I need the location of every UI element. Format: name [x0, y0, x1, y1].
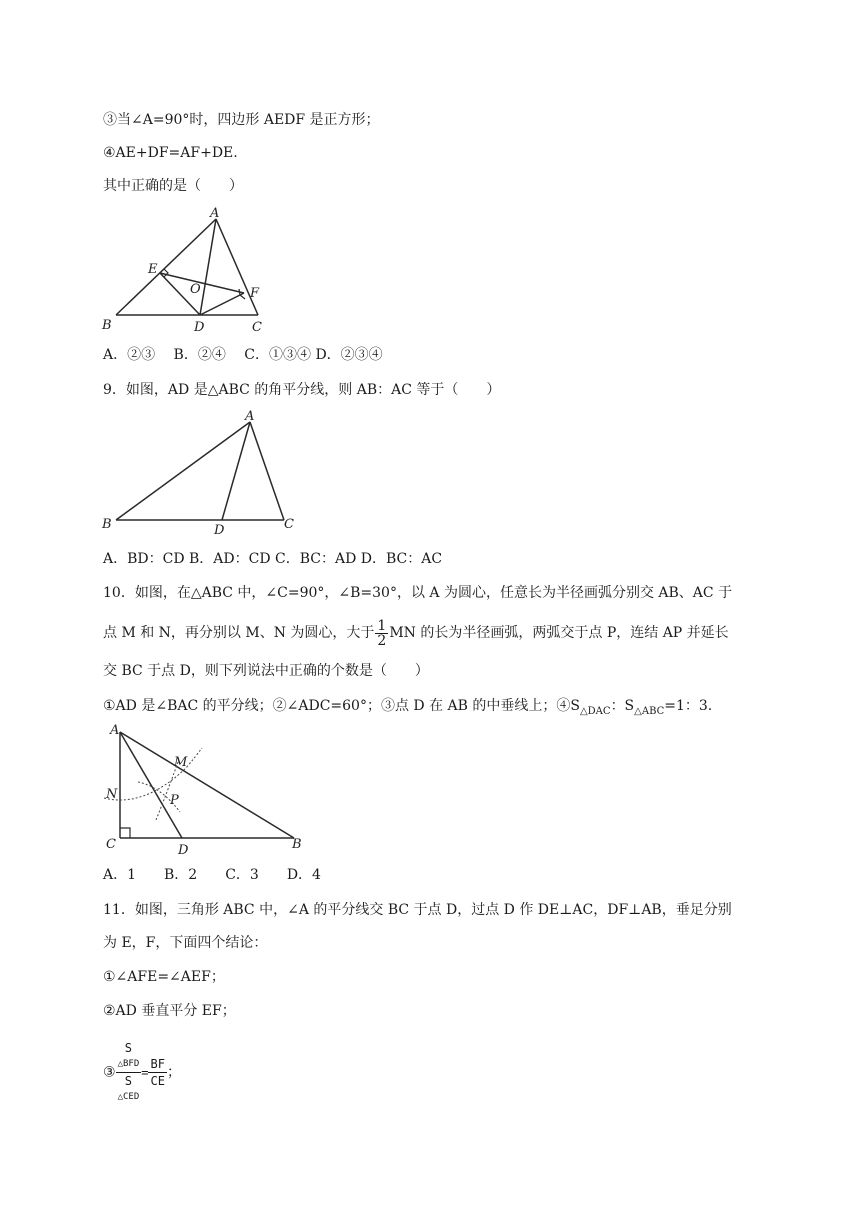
q9-text: 9．如图，AD 是△ABC 的角平分线，则 AB：AC 等于（ ） — [103, 382, 501, 398]
q11-statement-3 — [103, 1040, 181, 1105]
segment-ab — [116, 422, 250, 520]
q10-statements-end: =1：3. — [664, 698, 713, 714]
q9-figure — [98, 408, 303, 536]
label-n: N — [106, 787, 118, 802]
q8-prompt: 其中正确的是（ ） — [103, 178, 243, 194]
segment-df — [200, 293, 244, 315]
q11-line-1: 11．如图，三角形 ABC 中，∠A 的平分线交 BC 于点 D，过点 D 作 DE⊥AC，DF⊥AB，垂足分别 — [103, 902, 732, 918]
q8-choices: A．②③ B．②④ C．①③④ D．②③④ — [103, 347, 383, 363]
segment-ad — [120, 732, 182, 838]
label-c: C — [252, 320, 262, 335]
subscript-abc: △ABC — [634, 706, 665, 717]
segment-ac — [250, 422, 284, 520]
q8-figure — [98, 205, 288, 337]
q11-statement-1: ①∠AFE=∠AEF； — [103, 969, 225, 985]
segment-ab — [120, 732, 294, 838]
q11-statement-2: ②AD 垂直平分 EF； — [103, 1003, 236, 1019]
fraction-numerator: 1 — [377, 617, 387, 634]
equals-sign: = — [141, 1065, 149, 1080]
label-d: D — [194, 320, 205, 335]
label-p: P — [170, 793, 179, 808]
label-m: M — [174, 755, 188, 770]
q10-choices: A．1 B．2 C．3 D．4 — [103, 867, 321, 883]
fraction-one-half — [375, 619, 388, 648]
q10-statements-mid: ：S — [610, 698, 635, 714]
right-angle-e — [164, 269, 168, 277]
q10-line-2-pre: 点 M 和 N，再分别以 M、N 为圆心，大于 — [103, 625, 375, 641]
subscript-bfd: △BFD — [117, 1059, 140, 1069]
label-o: O — [190, 282, 201, 297]
q11-line-2: 为 E，F，下面四个结论： — [103, 935, 268, 951]
q10-statements — [103, 696, 712, 718]
segment-ad — [222, 422, 250, 520]
q8-statement-3: ③当∠A=90°时，四边形 AEDF 是正方形； — [103, 112, 380, 128]
label-d: D — [214, 523, 225, 536]
subscript-ced: △CED — [117, 1092, 140, 1102]
label-b: B — [102, 318, 112, 333]
label-a: A — [210, 206, 220, 221]
segment-denominator: CE — [150, 1074, 165, 1088]
fraction-denominator: 2 — [377, 632, 387, 649]
label-a: A — [110, 723, 120, 738]
q10-statements-text: ①AD 是∠BAC 的平分线；②∠ADC=60°；③点 D 在 AB 的中垂线上；④S — [103, 698, 580, 714]
segment-ratio-fraction — [148, 1056, 166, 1089]
s-symbol: S — [124, 1041, 133, 1055]
label-c: C — [284, 517, 294, 532]
q10-line-2 — [103, 617, 729, 649]
q10-line-2-post: MN 的长为半径画弧，两弧交于点 P，连结 AP 并延长 — [389, 625, 729, 641]
q8-statement-4: ④AE+DF=AF+DE. — [103, 145, 238, 161]
q10-line-1: 10．如图，在△ABC 中，∠C=90°，∠B=30°，以 A 为圆心，任意长为半径画弧分别交 AB、AC 于 — [103, 585, 733, 601]
area-denominator — [116, 1073, 142, 1105]
right-angle-c — [120, 828, 130, 838]
s-symbol: S — [124, 1074, 133, 1088]
segment-numerator: BF — [150, 1057, 165, 1071]
statement-end: ； — [166, 1064, 181, 1081]
segment-ab — [116, 219, 216, 315]
label-b: B — [292, 837, 302, 852]
label-a: A — [245, 409, 255, 424]
q10-line-3: 交 BC 于点 D，则下列说法中正确的个数是（ ） — [103, 663, 429, 679]
area-ratio-fraction — [116, 1040, 142, 1105]
label-b: B — [102, 517, 112, 532]
subscript-dac: △DAC — [579, 706, 611, 717]
q10-figure — [98, 722, 308, 860]
segment-ef — [160, 273, 244, 293]
label-c: C — [106, 837, 116, 852]
area-numerator — [116, 1040, 142, 1073]
label-f: F — [250, 286, 260, 301]
circled-3: ③ — [103, 1064, 116, 1081]
label-d: D — [178, 843, 189, 858]
segment-ad — [200, 219, 216, 315]
q9-choices: A．BD：CD B．AD：CD C．BC：AD D．BC：AC — [103, 551, 443, 567]
label-e: E — [148, 262, 158, 277]
